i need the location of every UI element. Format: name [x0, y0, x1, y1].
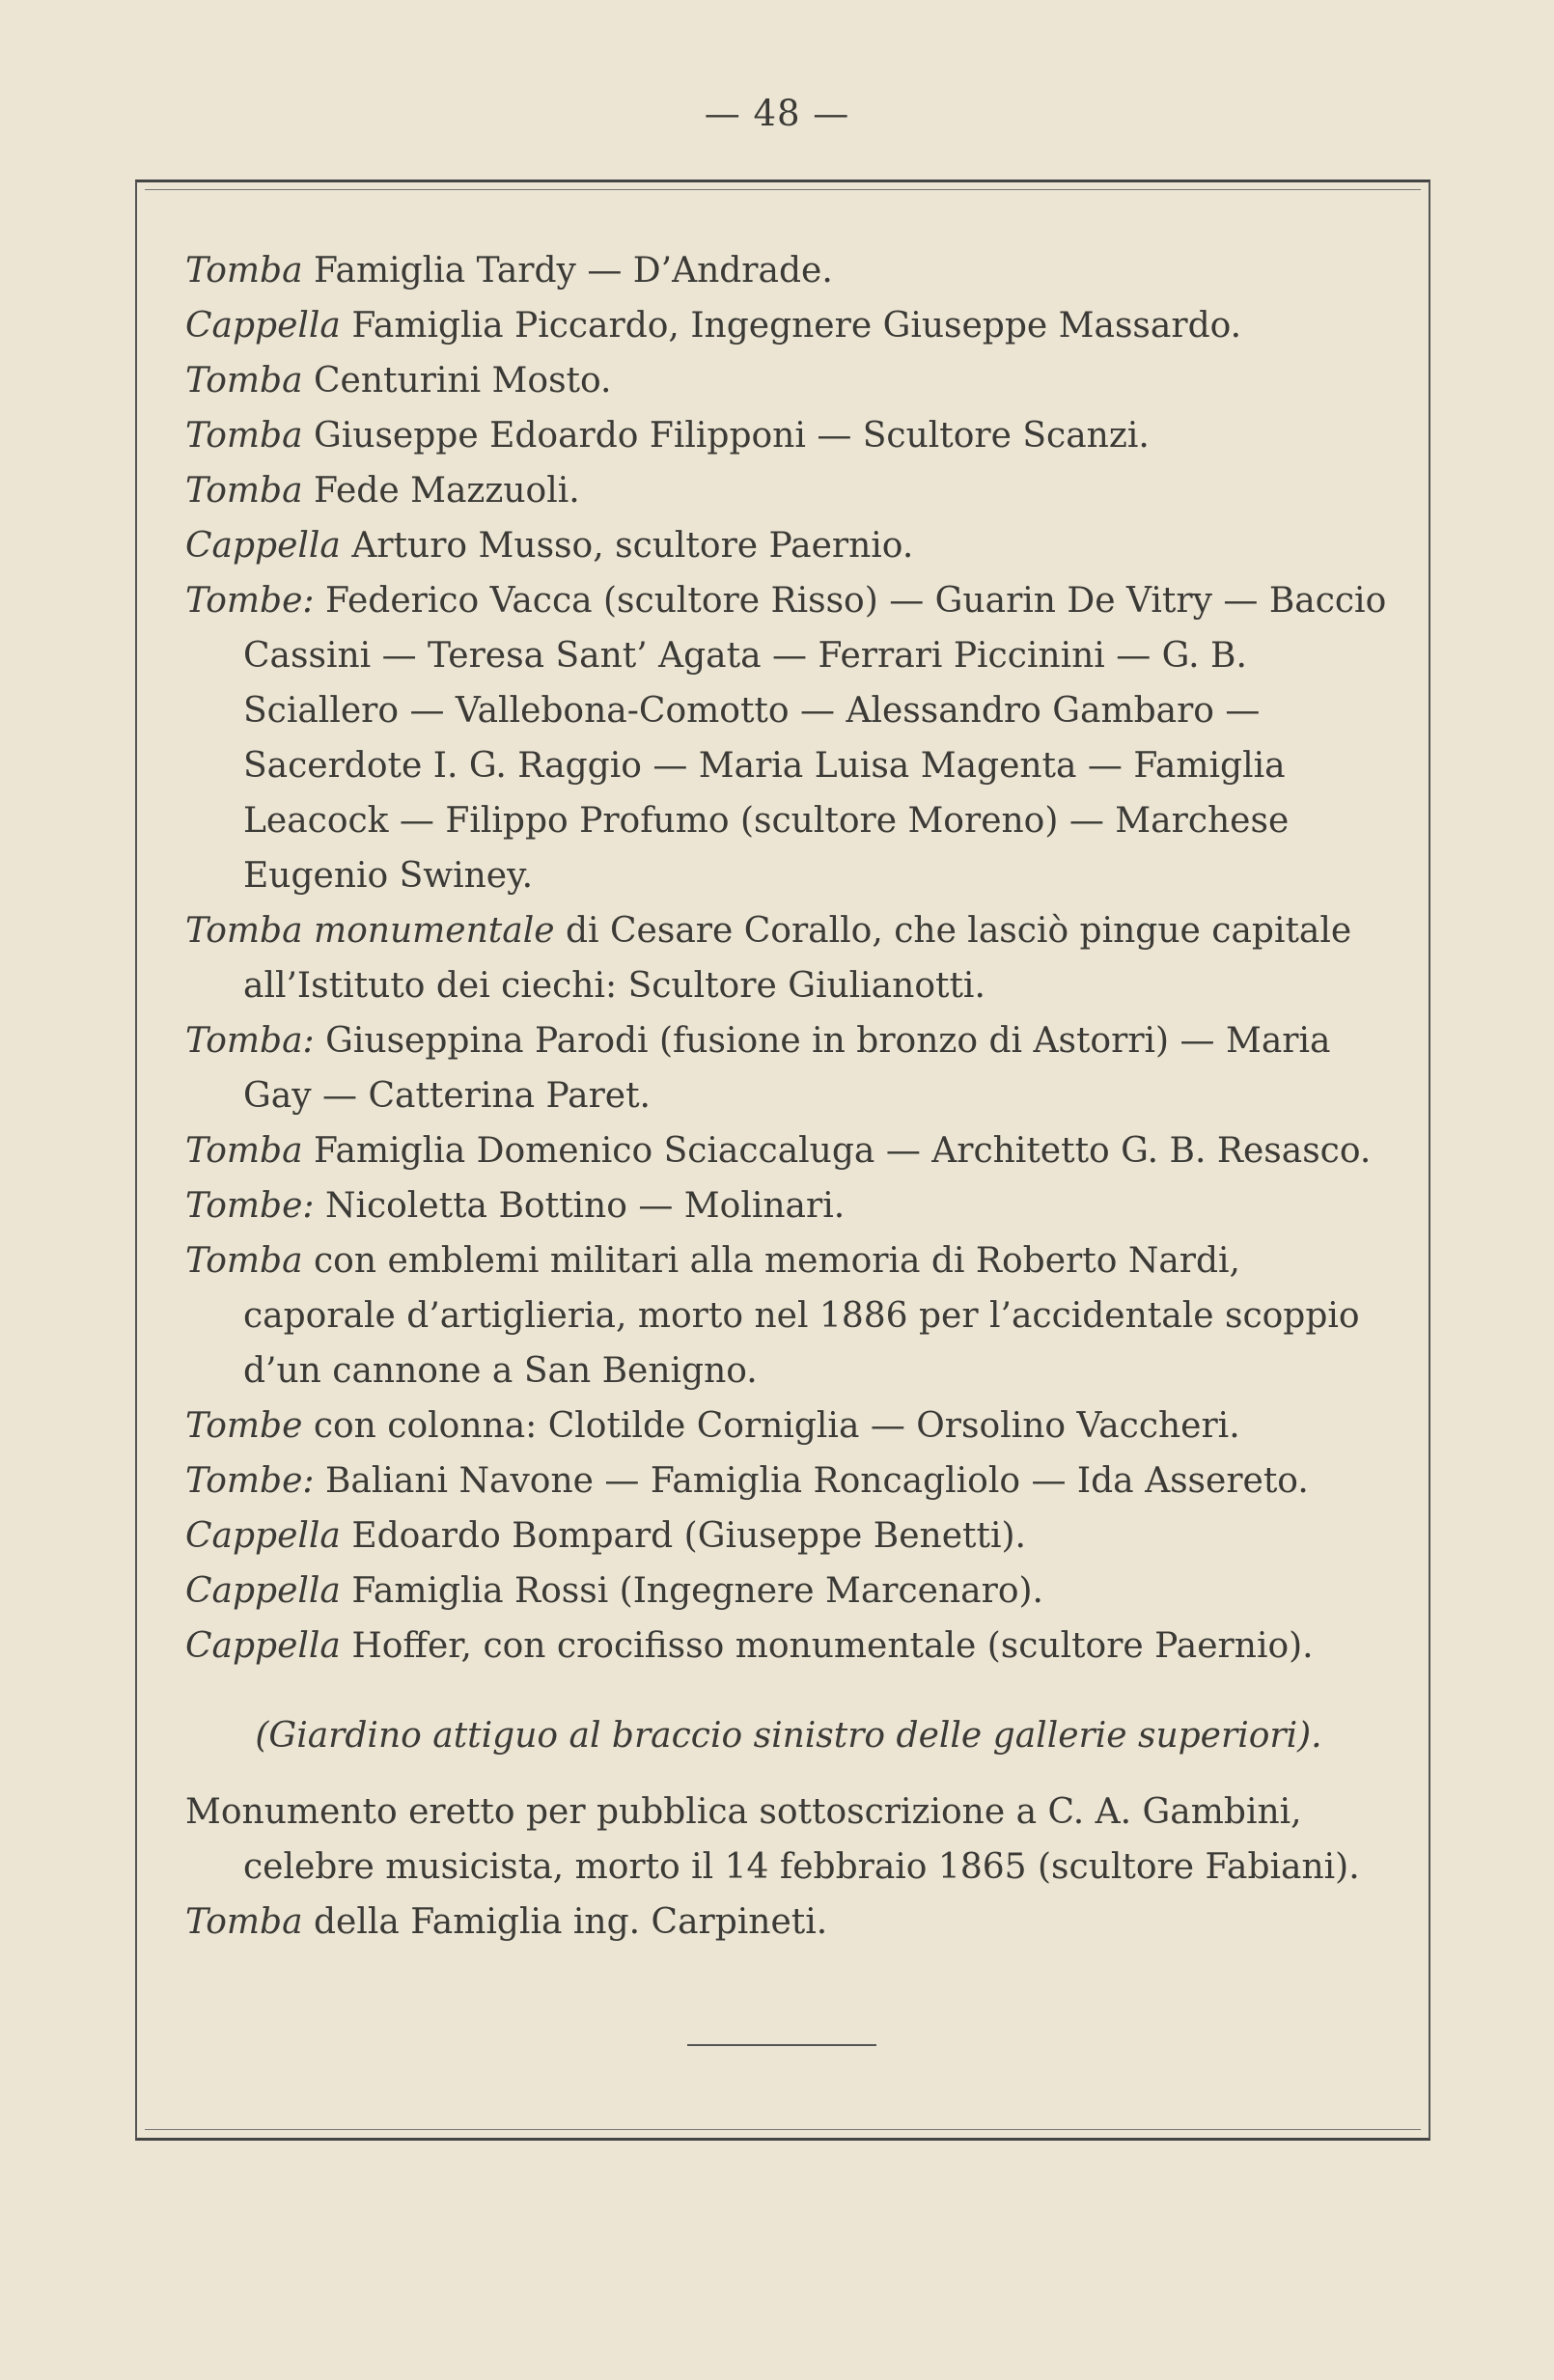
- entry-text: Famiglia Rossi (Ingegnere Marcenaro).: [340, 1571, 1043, 1611]
- entry: [185, 1013, 1392, 1123]
- entry-text: Fede Mazzuoli.: [302, 471, 580, 511]
- entry: [185, 243, 1392, 298]
- entry-text: Famiglia Tardy — D’Andrade.: [302, 251, 833, 291]
- entry-text: Famiglia Domenico Sciaccaluga — Architetto G. B. Resasco.: [302, 1131, 1372, 1171]
- entry-text: con emblemi militari alla memoria di Roberto Nardi, caporale d’artiglieria, morto nel 1886 per l’accidentale scoppio d’un cannone a San Benigno.: [243, 1241, 1360, 1391]
- entry: [185, 408, 1392, 463]
- entry-text: Nicoletta Bottino — Molinari.: [314, 1186, 846, 1226]
- entry-text: Federico Vacca (scultore Risso) — Guarin De Vitry — Baccio Cassini — Teresa Sant’ Agata — Ferrari Piccinini — G. B. Sciallero — Vallebona-Comotto — Alessandro Gambaro — Sacerdote I. G. Raggio — Maria Luisa Magenta — Famiglia Leacock — Filippo Profumo (scultore Moreno) — Marchese Eugenio Swiney.: [243, 581, 1387, 896]
- entry-keyword: Tombe:: [185, 1186, 315, 1226]
- entry-text: Monumento eretto per pubblica sottoscrizione a C. A. Gambini, celebre musicista, morto il 14 febbraio 1865 (scultore Fabiani).: [185, 1792, 1360, 1887]
- entry: [185, 1123, 1392, 1178]
- entry: [185, 903, 1392, 1013]
- entry-keyword: Cappella: [185, 306, 341, 346]
- entry-text: Centurini Mosto.: [302, 361, 612, 401]
- entry: [185, 353, 1392, 408]
- entry: [185, 1895, 1392, 1950]
- section-heading-text: (Giardino attiguo al braccio sinistro delle gallerie superiori).: [255, 1716, 1322, 1756]
- end-rule: [687, 2044, 876, 2046]
- entry-text: Famiglia Piccardo, Ingegnere Giuseppe Massardo.: [340, 306, 1242, 346]
- entry-keyword: Tomba: [185, 1902, 303, 1942]
- entry-text: Baliani Navone — Famiglia Roncagliolo — Ida Assereto.: [314, 1461, 1309, 1501]
- entry-keyword: Tomba: [185, 1131, 303, 1171]
- entry-keyword: Tomba:: [185, 1021, 315, 1061]
- entry-text: della Famiglia ing. Carpineti.: [302, 1902, 828, 1942]
- page-number: — 48 —: [704, 93, 850, 134]
- entry-keyword: Tomba monumentale: [185, 911, 555, 951]
- entry-text: Edoardo Bompard (Giuseppe Benetti).: [340, 1516, 1026, 1556]
- entry-text: Arturo Musso, scultore Paernio.: [340, 526, 914, 566]
- entry: [185, 1508, 1392, 1564]
- entry-text: Giuseppe Edoardo Filipponi — Scultore Scanzi.: [302, 416, 1150, 456]
- entry: [185, 1233, 1392, 1398]
- entry-keyword: Tomba: [185, 1241, 303, 1281]
- entry: [185, 1619, 1392, 1674]
- entry-keyword: Tomba: [185, 361, 303, 401]
- entry: [185, 1564, 1392, 1619]
- entry-text: di Cesare Corallo, che lasciò pingue capitale all’Istituto dei ciechi: Scultore Giulianotti.: [243, 911, 1352, 1006]
- entry: [185, 1178, 1392, 1233]
- entry-keyword: Tomba: [185, 416, 303, 456]
- entry-keyword: Tomba: [185, 251, 303, 291]
- entry: [185, 463, 1392, 518]
- top-inner-rule: [145, 189, 1421, 190]
- entry-text: Giuseppina Parodi (fusione in bronzo di Astorri) — Maria Gay — Catterina Paret.: [243, 1021, 1331, 1116]
- entry-keyword: Tomba: [185, 471, 303, 511]
- entries-list: [185, 243, 1392, 1950]
- entry-keyword: Tombe:: [185, 1461, 315, 1501]
- entry: [185, 298, 1392, 353]
- entry-keyword: Cappella: [185, 1571, 341, 1611]
- section-heading: [185, 1708, 1392, 1763]
- entry-text: Hoffer, con crocifisso monumentale (scultore Paernio).: [340, 1626, 1314, 1666]
- entry: [185, 1398, 1392, 1453]
- entry: [185, 518, 1392, 573]
- entry-keyword: Tombe: [185, 1406, 303, 1446]
- entry-text: con colonna: Clotilde Corniglia — Orsolino Vaccheri.: [302, 1406, 1240, 1446]
- entry: [185, 1453, 1392, 1508]
- entry: [185, 573, 1392, 903]
- entry-keyword: Cappella: [185, 1626, 341, 1666]
- entry-keyword: Tombe:: [185, 581, 315, 621]
- entry-keyword: Cappella: [185, 526, 341, 566]
- entry: [185, 1785, 1392, 1895]
- bottom-inner-rule: [145, 2129, 1421, 2130]
- entry-keyword: Cappella: [185, 1516, 341, 1556]
